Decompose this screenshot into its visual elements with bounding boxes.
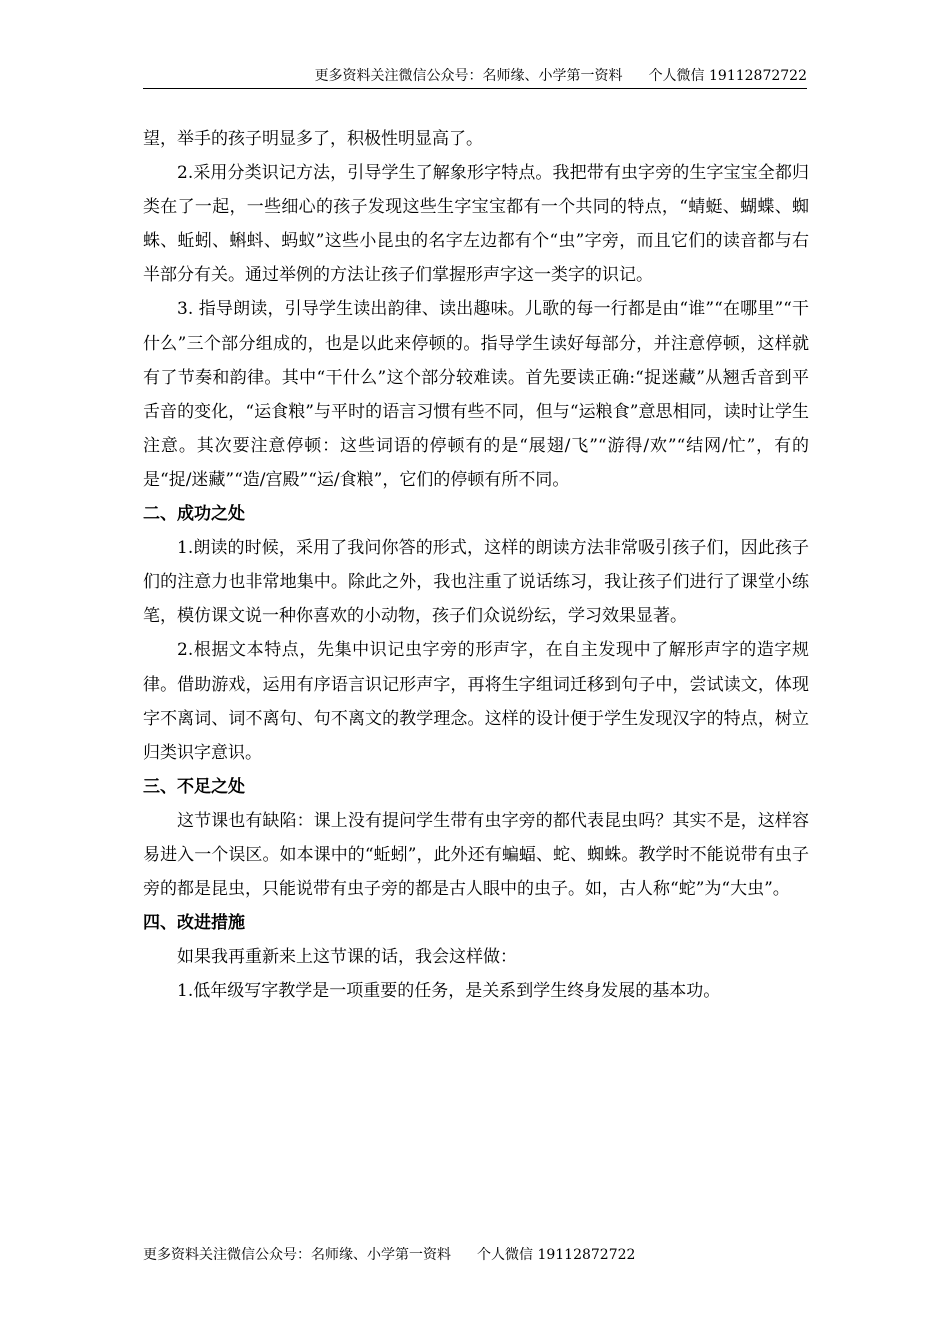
section-heading-successes: 二、成功之处 [143,504,245,525]
paragraph-improvement-intro: 如果我再重新来上这节课的话，我会这样做： [177,947,517,968]
section-heading-improvements: 四、改进措施 [143,913,245,934]
header-source-text: 更多资料关注微信公众号：名师缘、小学第一资料 [314,68,623,84]
paragraph-classification-method: 2.采用分类识记方法，引导学生了解象形字特点。我把带有虫字旁的生字宝宝全都归类在了一起，一些细心的孩子发现这些生字宝宝都有一个共同的特点，“蜻蜓、蝴蝶、蜘蛛、蚯蚓、蝌蚪、蚂蚁”这些小昆虫的名字左边都有个“虫”字旁，而且它们的读音都与右半部分有关。通过举例的方法让孩子们掌握形声字这一类字的识记。 [143,163,809,286]
header-contact-text: 个人微信 19112872722 [648,68,807,84]
paragraph-improvement-1: 1.低年级写字教学是一项重要的任务，是关系到学生终身发展的基本功。 [177,981,721,1002]
page-footer [143,1245,635,1265]
page-header [143,66,807,89]
paragraph-reading-guidance: 3. 指导朗读，引导学生读出韵律、读出趣味。儿歌的每一行都是由“谁”“在哪里”“干什么”三个部分组成的，也是以此来停顿的。指导学生读好每部分，并注意停顿，这样就有了节奏和韵律。其中“干什么”这个部分较难读。首先要读正确:“捉迷藏”从翘舌音到平舌音的变化，“运食粮”与平时的语言习惯有些不同，但与“运粮食”意思相同，读时让学生注意。其次要注意停顿：这些词语的停顿有的是“展翅/飞”“游得/欢”“结网/忙”，有的是“捉/迷藏”“造/宫殿”“运/食粮”，它们的停顿有所不同。 [143,299,809,490]
paragraph-continuation: 望，举手的孩子明显多了，积极性明显高了。 [143,129,483,149]
paragraph-success-1: 1.朗读的时候，采用了我问你答的形式，这样的朗读方法非常吸引孩子们，因此孩子们的注意力也非常地集中。除此之外，我也注重了说话练习，我让孩子们进行了课堂小练笔，模仿课文说一种你喜欢的小动物，孩子们众说纷纭，学习效果显著。 [143,538,809,627]
paragraph-shortcoming: 这节课也有缺陷：课上没有提问学生带有虫字旁的都代表昆虫吗？其实不是，这样容易进入一个误区。如本课中的“蚯蚓”，此外还有蝙蝠、蛇、蜘蛛。教学时不能说带有虫子旁的都是昆虫，只能说带有虫子旁的都是古人眼中的虫子。如，古人称“蛇”为“大虫”。 [143,810,809,900]
paragraph-success-2: 2.根据文本特点，先集中识记虫字旁的形声字，在自主发现中了解形声字的造字规律。借助游戏，运用有序语言识记形声字，再将生字组词迁移到句子中，尝试读文，体现字不离词、词不离句、句不离文的教学理念。这样的设计便于学生发现汉字的特点，树立归类识字意识。 [143,640,809,763]
document-body [143,122,809,1008]
footer-source-text: 更多资料关注微信公众号：名师缘、小学第一资料 [143,1247,451,1263]
section-heading-shortcomings: 三、不足之处 [143,776,245,797]
footer-contact-text: 个人微信 19112872722 [477,1247,636,1263]
